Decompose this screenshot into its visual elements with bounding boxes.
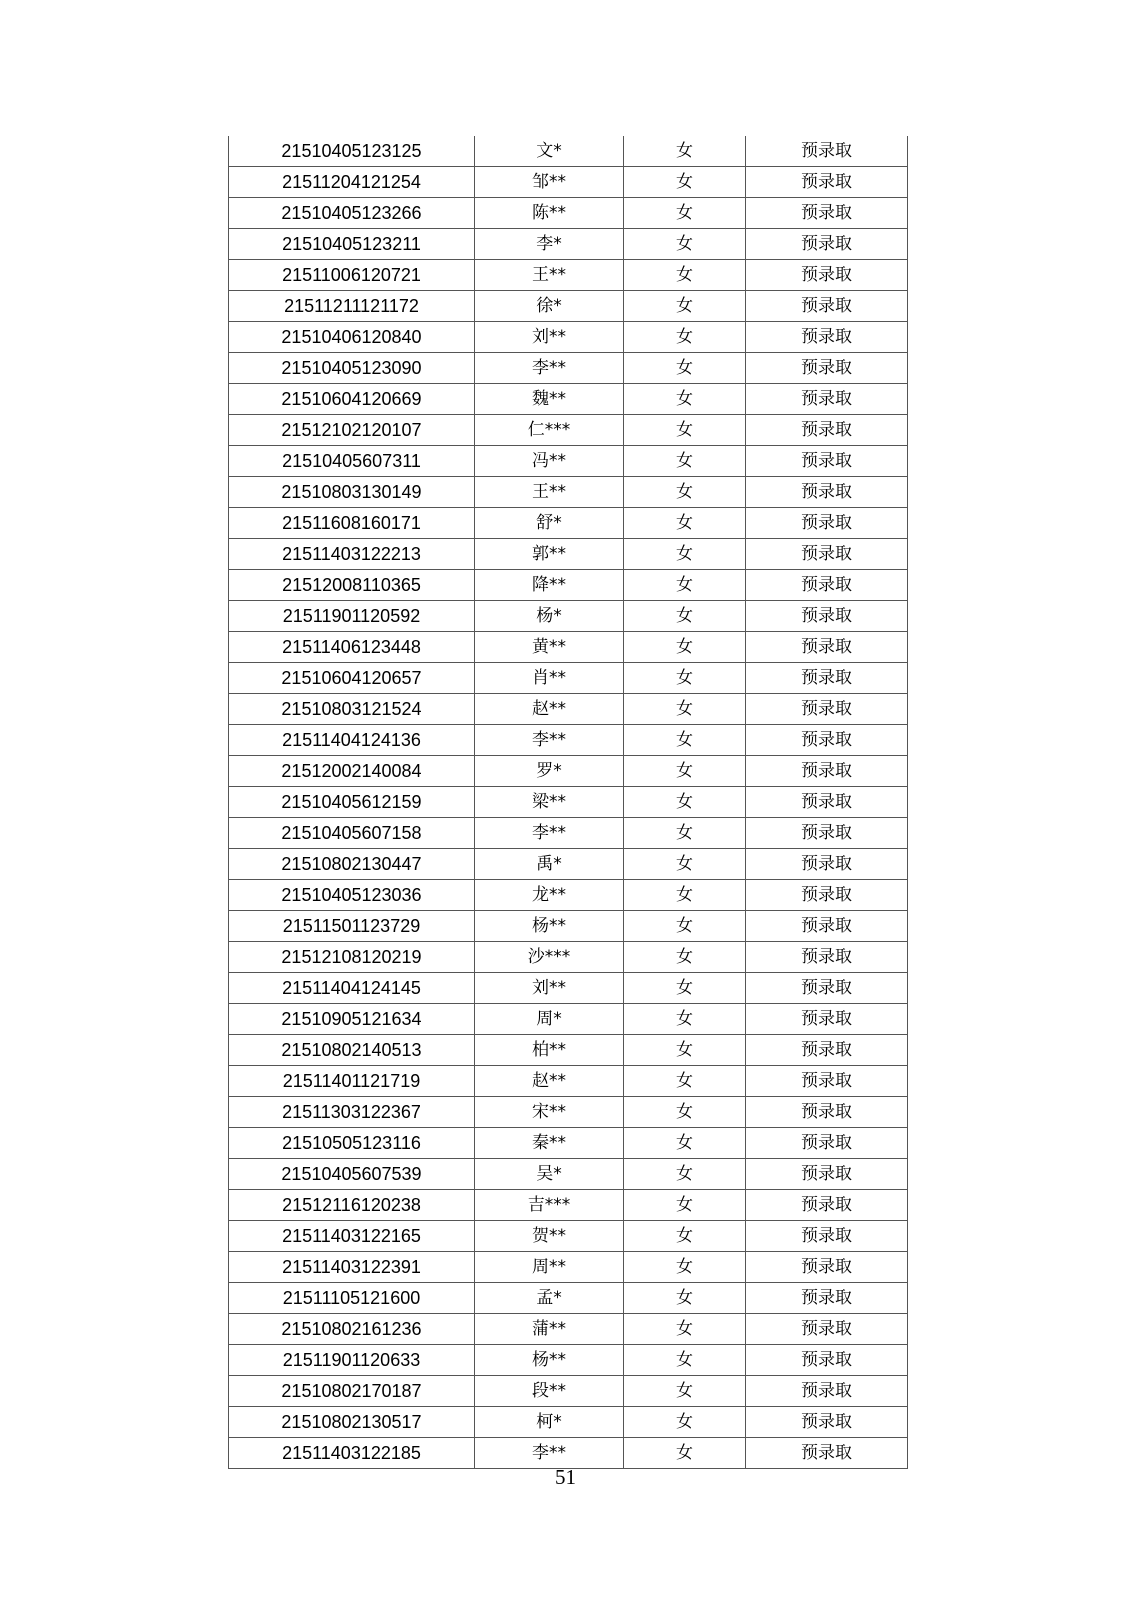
exam-number-cell: 21510405607539	[229, 1159, 475, 1190]
status-cell: 预录取	[746, 911, 908, 942]
status-cell: 预录取	[746, 818, 908, 849]
gender-cell: 女	[624, 1345, 746, 1376]
exam-number-cell: 21511501123729	[229, 911, 475, 942]
exam-number-cell: 21510405607311	[229, 446, 475, 477]
gender-cell: 女	[624, 1283, 746, 1314]
table-row	[229, 1221, 908, 1252]
name-cell: 贺**	[475, 1221, 624, 1252]
status-cell: 预录取	[746, 1066, 908, 1097]
table-row	[229, 849, 908, 880]
status-cell: 预录取	[746, 384, 908, 415]
status-cell: 预录取	[746, 880, 908, 911]
gender-cell: 女	[624, 787, 746, 818]
status-cell: 预录取	[746, 1221, 908, 1252]
gender-cell: 女	[624, 384, 746, 415]
exam-number-cell: 21512102120107	[229, 415, 475, 446]
gender-cell: 女	[624, 818, 746, 849]
name-cell: 刘**	[475, 973, 624, 1004]
name-cell: 文*	[475, 136, 624, 167]
gender-cell: 女	[624, 353, 746, 384]
status-cell: 预录取	[746, 1190, 908, 1221]
exam-number-cell: 21511211121172	[229, 291, 475, 322]
name-cell: 赵**	[475, 1066, 624, 1097]
table-row	[229, 353, 908, 384]
gender-cell: 女	[624, 663, 746, 694]
exam-number-cell: 21510604120657	[229, 663, 475, 694]
exam-number-cell: 21510802130447	[229, 849, 475, 880]
name-cell: 禹*	[475, 849, 624, 880]
exam-number-cell: 21511204121254	[229, 167, 475, 198]
gender-cell: 女	[624, 973, 746, 1004]
name-cell: 陈**	[475, 198, 624, 229]
gender-cell: 女	[624, 260, 746, 291]
gender-cell: 女	[624, 508, 746, 539]
table-row	[229, 136, 908, 167]
status-cell: 预录取	[746, 1438, 908, 1469]
status-cell: 预录取	[746, 353, 908, 384]
table-row	[229, 1283, 908, 1314]
admission-table-body	[229, 136, 908, 1469]
status-cell: 预录取	[746, 1252, 908, 1283]
gender-cell: 女	[624, 632, 746, 663]
gender-cell: 女	[624, 1314, 746, 1345]
status-cell: 预录取	[746, 1097, 908, 1128]
exam-number-cell: 21512108120219	[229, 942, 475, 973]
name-cell: 肖**	[475, 663, 624, 694]
name-cell: 李**	[475, 353, 624, 384]
gender-cell: 女	[624, 1004, 746, 1035]
gender-cell: 女	[624, 322, 746, 353]
name-cell: 罗*	[475, 756, 624, 787]
status-cell: 预录取	[746, 787, 908, 818]
status-cell: 预录取	[746, 1128, 908, 1159]
gender-cell: 女	[624, 725, 746, 756]
status-cell: 预录取	[746, 1314, 908, 1345]
table-row	[229, 1438, 908, 1469]
name-cell: 舒*	[475, 508, 624, 539]
table-row	[229, 570, 908, 601]
name-cell: 杨**	[475, 911, 624, 942]
status-cell: 预录取	[746, 694, 908, 725]
gender-cell: 女	[624, 539, 746, 570]
gender-cell: 女	[624, 198, 746, 229]
gender-cell: 女	[624, 1159, 746, 1190]
table-row	[229, 663, 908, 694]
name-cell: 李*	[475, 229, 624, 260]
status-cell: 预录取	[746, 539, 908, 570]
exam-number-cell: 21511403122213	[229, 539, 475, 570]
admission-table	[228, 136, 908, 1469]
gender-cell: 女	[624, 136, 746, 167]
table-row	[229, 756, 908, 787]
status-cell: 预录取	[746, 601, 908, 632]
gender-cell: 女	[624, 1035, 746, 1066]
exam-number-cell: 21510604120669	[229, 384, 475, 415]
status-cell: 预录取	[746, 1283, 908, 1314]
gender-cell: 女	[624, 694, 746, 725]
table-row	[229, 1097, 908, 1128]
status-cell: 预录取	[746, 136, 908, 167]
status-cell: 预录取	[746, 1376, 908, 1407]
table-row	[229, 1376, 908, 1407]
exam-number-cell: 21511901120633	[229, 1345, 475, 1376]
table-row	[229, 1252, 908, 1283]
exam-number-cell: 21510406120840	[229, 322, 475, 353]
name-cell: 杨*	[475, 601, 624, 632]
table-row	[229, 446, 908, 477]
status-cell: 预录取	[746, 973, 908, 1004]
gender-cell: 女	[624, 880, 746, 911]
status-cell: 预录取	[746, 663, 908, 694]
name-cell: 邹**	[475, 167, 624, 198]
status-cell: 预录取	[746, 1407, 908, 1438]
exam-number-cell: 21510405123036	[229, 880, 475, 911]
exam-number-cell: 21511303122367	[229, 1097, 475, 1128]
name-cell: 沙***	[475, 942, 624, 973]
name-cell: 降**	[475, 570, 624, 601]
table-row	[229, 229, 908, 260]
name-cell: 宋**	[475, 1097, 624, 1128]
name-cell: 王**	[475, 477, 624, 508]
name-cell: 吴*	[475, 1159, 624, 1190]
table-row	[229, 1004, 908, 1035]
gender-cell: 女	[624, 942, 746, 973]
name-cell: 柏**	[475, 1035, 624, 1066]
table-row	[229, 415, 908, 446]
status-cell: 预录取	[746, 508, 908, 539]
status-cell: 预录取	[746, 570, 908, 601]
gender-cell: 女	[624, 1097, 746, 1128]
table-row	[229, 477, 908, 508]
table-row	[229, 694, 908, 725]
exam-number-cell: 21512116120238	[229, 1190, 475, 1221]
exam-number-cell: 21511404124145	[229, 973, 475, 1004]
status-cell: 预录取	[746, 1345, 908, 1376]
status-cell: 预录取	[746, 229, 908, 260]
table-row	[229, 384, 908, 415]
table-row	[229, 1314, 908, 1345]
table-row	[229, 1407, 908, 1438]
exam-number-cell: 21511406123448	[229, 632, 475, 663]
gender-cell: 女	[624, 1407, 746, 1438]
name-cell: 郭**	[475, 539, 624, 570]
name-cell: 秦**	[475, 1128, 624, 1159]
exam-number-cell: 21510405123090	[229, 353, 475, 384]
gender-cell: 女	[624, 1190, 746, 1221]
status-cell: 预录取	[746, 942, 908, 973]
exam-number-cell: 21511404124136	[229, 725, 475, 756]
exam-number-cell: 21510803130149	[229, 477, 475, 508]
exam-number-cell: 21511403122185	[229, 1438, 475, 1469]
table-row	[229, 1190, 908, 1221]
status-cell: 预录取	[746, 291, 908, 322]
exam-number-cell: 21511901120592	[229, 601, 475, 632]
exam-number-cell: 21510802130517	[229, 1407, 475, 1438]
name-cell: 徐*	[475, 291, 624, 322]
table-row	[229, 1159, 908, 1190]
exam-number-cell: 21510905121634	[229, 1004, 475, 1035]
exam-number-cell: 21511403122165	[229, 1221, 475, 1252]
exam-number-cell: 21512008110365	[229, 570, 475, 601]
table-row	[229, 508, 908, 539]
name-cell: 周**	[475, 1252, 624, 1283]
exam-number-cell: 21510405123125	[229, 136, 475, 167]
table-row	[229, 322, 908, 353]
status-cell: 预录取	[746, 198, 908, 229]
name-cell: 刘**	[475, 322, 624, 353]
exam-number-cell: 21510803121524	[229, 694, 475, 725]
gender-cell: 女	[624, 446, 746, 477]
table-row	[229, 911, 908, 942]
name-cell: 柯*	[475, 1407, 624, 1438]
gender-cell: 女	[624, 291, 746, 322]
exam-number-cell: 21510405607158	[229, 818, 475, 849]
name-cell: 李**	[475, 725, 624, 756]
gender-cell: 女	[624, 1221, 746, 1252]
table-row	[229, 291, 908, 322]
exam-number-cell: 21510405123266	[229, 198, 475, 229]
status-cell: 预录取	[746, 1035, 908, 1066]
exam-number-cell: 21511006120721	[229, 260, 475, 291]
status-cell: 预录取	[746, 260, 908, 291]
name-cell: 赵**	[475, 694, 624, 725]
table-row	[229, 942, 908, 973]
name-cell: 周*	[475, 1004, 624, 1035]
gender-cell: 女	[624, 167, 746, 198]
name-cell: 仁***	[475, 415, 624, 446]
name-cell: 吉***	[475, 1190, 624, 1221]
status-cell: 预录取	[746, 322, 908, 353]
table-row	[229, 787, 908, 818]
table-row	[229, 632, 908, 663]
name-cell: 冯**	[475, 446, 624, 477]
gender-cell: 女	[624, 570, 746, 601]
name-cell: 李**	[475, 818, 624, 849]
name-cell: 龙**	[475, 880, 624, 911]
table-row	[229, 539, 908, 570]
table-row	[229, 1066, 908, 1097]
exam-number-cell: 21511608160171	[229, 508, 475, 539]
name-cell: 梁**	[475, 787, 624, 818]
status-cell: 预录取	[746, 415, 908, 446]
name-cell: 杨**	[475, 1345, 624, 1376]
gender-cell: 女	[624, 1376, 746, 1407]
table-row	[229, 198, 908, 229]
gender-cell: 女	[624, 756, 746, 787]
gender-cell: 女	[624, 1438, 746, 1469]
exam-number-cell: 21511401121719	[229, 1066, 475, 1097]
gender-cell: 女	[624, 477, 746, 508]
table-row	[229, 260, 908, 291]
gender-cell: 女	[624, 911, 746, 942]
gender-cell: 女	[624, 1128, 746, 1159]
table-row	[229, 1345, 908, 1376]
table-row	[229, 601, 908, 632]
page-number: 51	[555, 1465, 576, 1489]
status-cell: 预录取	[746, 849, 908, 880]
gender-cell: 女	[624, 1066, 746, 1097]
gender-cell: 女	[624, 1252, 746, 1283]
status-cell: 预录取	[746, 167, 908, 198]
exam-number-cell: 21510802140513	[229, 1035, 475, 1066]
gender-cell: 女	[624, 229, 746, 260]
exam-number-cell: 21510505123116	[229, 1128, 475, 1159]
status-cell: 预录取	[746, 1159, 908, 1190]
exam-number-cell: 21510802170187	[229, 1376, 475, 1407]
status-cell: 预录取	[746, 632, 908, 663]
name-cell: 黄**	[475, 632, 624, 663]
name-cell: 蒲**	[475, 1314, 624, 1345]
exam-number-cell: 21510802161236	[229, 1314, 475, 1345]
status-cell: 预录取	[746, 1004, 908, 1035]
status-cell: 预录取	[746, 725, 908, 756]
exam-number-cell: 21512002140084	[229, 756, 475, 787]
status-cell: 预录取	[746, 477, 908, 508]
exam-number-cell: 21511403122391	[229, 1252, 475, 1283]
status-cell: 预录取	[746, 446, 908, 477]
exam-number-cell: 21510405612159	[229, 787, 475, 818]
table-row	[229, 880, 908, 911]
exam-number-cell: 21511105121600	[229, 1283, 475, 1314]
status-cell: 预录取	[746, 756, 908, 787]
table-row	[229, 725, 908, 756]
name-cell: 段**	[475, 1376, 624, 1407]
exam-number-cell: 21510405123211	[229, 229, 475, 260]
name-cell: 孟*	[475, 1283, 624, 1314]
table-row	[229, 818, 908, 849]
gender-cell: 女	[624, 415, 746, 446]
gender-cell: 女	[624, 849, 746, 880]
table-row	[229, 973, 908, 1004]
table-row	[229, 167, 908, 198]
table-row	[229, 1035, 908, 1066]
name-cell: 魏**	[475, 384, 624, 415]
name-cell: 李**	[475, 1438, 624, 1469]
table-row	[229, 1128, 908, 1159]
name-cell: 王**	[475, 260, 624, 291]
gender-cell: 女	[624, 601, 746, 632]
